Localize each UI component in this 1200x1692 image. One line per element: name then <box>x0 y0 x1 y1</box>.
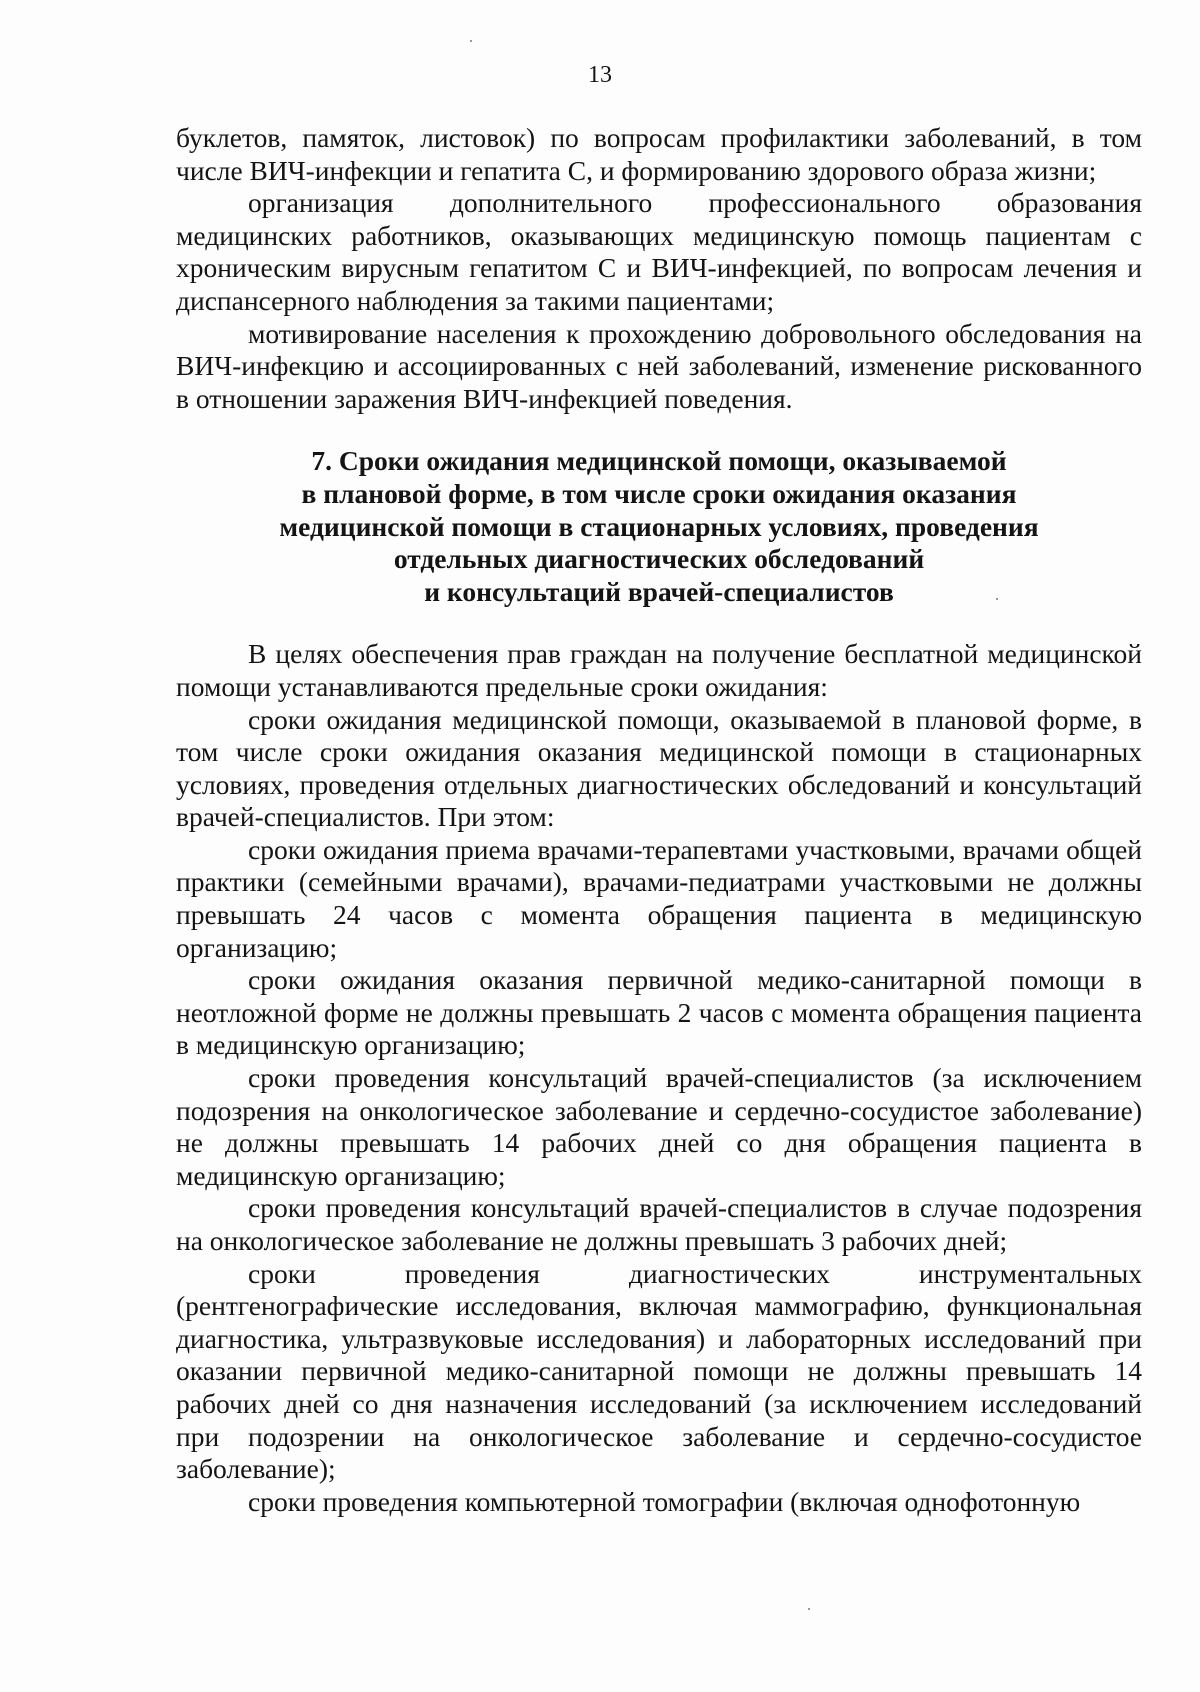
paragraph: сроки проведения консультаций врачей-специалистов (за исключением подозрения на онкологическое заболевание и сердечно-сосудистое заболевание) не должны превышать 14 рабочих дней со дня обращения пациента в медицинскую организацию; <box>176 1062 1142 1191</box>
paragraph: В целях обеспечения прав граждан на получение бесплатной медицинской помощи устанавливаются предельные сроки ожидания: <box>176 638 1142 702</box>
scan-speck <box>470 40 472 42</box>
section-heading-line: 7. Сроки ожидания медицинской помощи, оказываемой <box>311 445 1007 477</box>
paragraph: сроки ожидания медицинской помощи, оказываемой в плановой форме, в том числе сроки ожидания оказания медицинской помощи в стационарных условиях, проведения отдельных диагностических обследований и консультаций врачей-специалистов. При этом: <box>176 703 1142 833</box>
paragraph: сроки ожидания приема врачами-терапевтами участковыми, врачами общей практики (семейными врачами), врачами-педиатрами участковыми не должны превышать 24 часов с момента обращения пациента в медицинскую организацию; <box>176 833 1142 963</box>
paragraph: сроки проведения диагностических инструментальных (рентгенографические исследования, включая маммографию, функциональная диагностика, ультразвуковые исследования) и лабораторных исследований при оказании первичной медико-санитарной помощи не должны превышать 14 рабочих дней со дня назначения исследований (за исключением исследований при подозрении на онкологическое заболевание и сердечно-сосудистое заболевание); <box>176 1257 1142 1485</box>
section-heading-line: и консультаций врачей-специалистов <box>424 575 894 607</box>
section-heading <box>176 445 1142 608</box>
paragraph-continues-next-page: сроки проведения компьютерной томографии (включая однофотонную <box>248 1485 1081 1517</box>
section-heading-line: отдельных диагностических обследований <box>393 543 925 575</box>
paragraph: мотивирование населения к прохождению добровольного обследования на ВИЧ-инфекцию и ассоциированных с ней заболеваний, изменение рискованного в отношении заражения ВИЧ-инфекцией поведения. <box>176 317 1142 414</box>
scan-speck <box>808 1608 810 1610</box>
section-heading-line: медицинской помощи в стационарных условиях, проведения <box>279 510 1039 542</box>
paragraph: сроки проведения консультаций врачей-специалистов в случае подозрения на онкологическое заболевание не должны превышать 3 рабочих дней; <box>176 1192 1142 1256</box>
paragraph: сроки ожидания оказания первичной медико-санитарной помощи в неотложной форме не должны превышать 2 часов с момента обращения пациента в медицинскую организацию; <box>176 964 1142 1061</box>
paragraph-continuation: буклетов, памяток, листовок) по вопросам профилактики заболеваний, в том числе ВИЧ-инфекции и гепатита С, и формированию здорового образа жизни; <box>176 122 1142 186</box>
section-heading-line: в плановой форме, в том числе сроки ожидания оказания <box>301 477 1017 509</box>
paragraph: организация дополнительного профессионального образования медицинских работников, оказывающих медицинскую помощь пациентам с хроническим вирусным гепатитом С и ВИЧ-инфекцией, по вопросам лечения и диспансерного наблюдения за такими пациентами; <box>176 187 1142 316</box>
document-body <box>176 122 1142 1518</box>
page-number: 13 <box>588 62 612 88</box>
